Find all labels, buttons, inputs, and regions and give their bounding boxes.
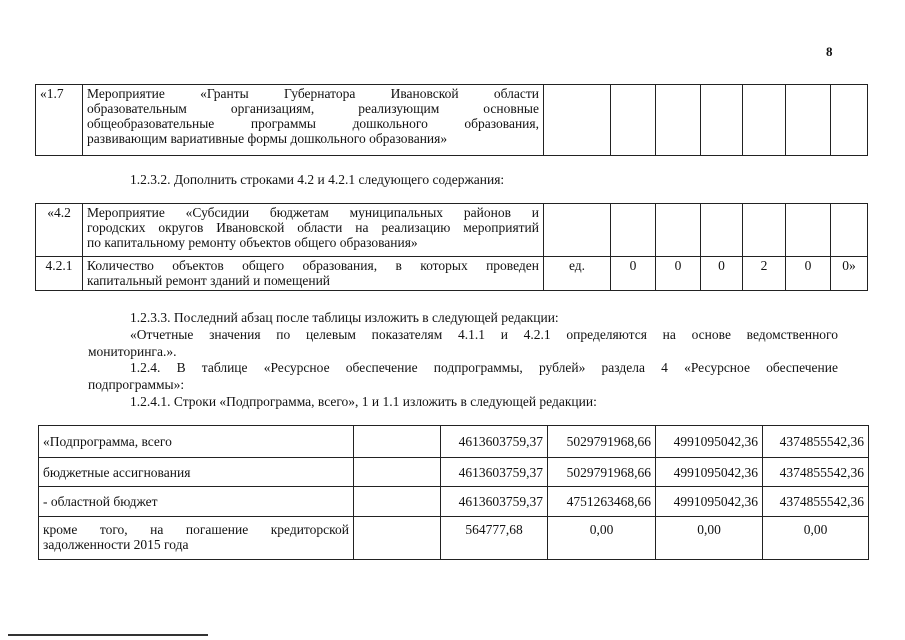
row-label: бюджетные ассигнования [39, 458, 354, 487]
paragraph: 1.2.4.1. Строки «Подпрограмма, всего», 1 и 1.1 изложить в следующей редакции: [130, 394, 597, 409]
table-resources [38, 425, 869, 560]
table-row [36, 204, 868, 257]
paragraph: 1.2.3.3. Последний абзац после таблицы изложить в следующей редакции: [130, 310, 559, 325]
line: общеобразовательные программы дошкольного образования, [87, 116, 539, 131]
line: Мероприятие «Субсидии бюджетам муниципальных районов и [87, 205, 539, 220]
row-number: «1.7 [36, 85, 83, 156]
cell [354, 458, 441, 487]
row-description [83, 85, 544, 156]
value-cell: 0,00 [656, 517, 763, 560]
value-cell: 4991095042,36 [656, 458, 763, 487]
cell [544, 85, 611, 156]
value-cell: 564777,68 [441, 517, 548, 560]
cell [354, 487, 441, 517]
value-cell: 2 [743, 257, 786, 291]
value-cell: 0 [611, 257, 656, 291]
value-cell: 5029791968,66 [548, 426, 656, 458]
line: развивающим вариативные формы дошкольного образования» [87, 131, 448, 146]
cell [701, 204, 743, 257]
line: кроме того, на погашение кредиторской [43, 522, 349, 537]
value-cell: 4374855542,36 [763, 458, 869, 487]
line: Мероприятие «Гранты Губернатора Ивановской области [87, 86, 539, 101]
table-measure-4-2 [35, 203, 868, 291]
cell [354, 517, 441, 560]
table-row [36, 257, 868, 291]
cell [831, 85, 868, 156]
value-cell: 5029791968,66 [548, 458, 656, 487]
table-row [39, 426, 869, 458]
value-cell: 4751263468,66 [548, 487, 656, 517]
value-cell: 4613603759,37 [441, 487, 548, 517]
row-description [83, 257, 544, 291]
cell [656, 85, 701, 156]
scan-edge-line [8, 634, 208, 636]
row-label [39, 517, 354, 560]
cell [831, 204, 868, 257]
value-cell: 4991095042,36 [656, 487, 763, 517]
row-label: «Подпрограмма, всего [39, 426, 354, 458]
paragraph: 1.2.4. В таблице «Ресурсное обеспечение подпрограммы, рублей» раздела 4 «Ресурсное обеспечение [130, 360, 838, 375]
value-cell: 4374855542,36 [763, 426, 869, 458]
paragraph: 1.2.3.2. Дополнить строками 4.2 и 4.2.1 следующего содержания: [130, 172, 505, 187]
page-number: 8 [826, 44, 833, 59]
cell [743, 85, 786, 156]
value-cell: 4991095042,36 [656, 426, 763, 458]
value-cell: 0 [701, 257, 743, 291]
unit-cell: ед. [544, 257, 611, 291]
cell [544, 204, 611, 257]
paragraph: мониторинга.». [88, 344, 177, 359]
cell [701, 85, 743, 156]
cell [611, 85, 656, 156]
value-cell: 4374855542,36 [763, 487, 869, 517]
line: городских округов Ивановской области на реализацию мероприятий [87, 220, 539, 235]
value-cell: 0,00 [763, 517, 869, 560]
line: по капитальному ремонту объектов общего образования» [87, 235, 418, 250]
cell [786, 85, 831, 156]
paragraph: «Отчетные значения по целевым показателям 4.1.1 и 4.2.1 определяются на основе ведомственного [130, 327, 838, 342]
table-row [39, 487, 869, 517]
row-number: «4.2 [36, 204, 83, 257]
value-cell: 0 [786, 257, 831, 291]
line: задолженности 2015 года [43, 537, 189, 552]
row-label: - областной бюджет [39, 487, 354, 517]
value-cell: 0» [831, 257, 868, 291]
cell [611, 204, 656, 257]
table-measure-1-7 [35, 84, 868, 156]
value-cell: 0 [656, 257, 701, 291]
table-row [36, 85, 868, 156]
cell [786, 204, 831, 257]
table-row [39, 517, 869, 560]
table-row [39, 458, 869, 487]
line: образовательным организациям, реализующим основные [87, 101, 539, 116]
value-cell: 0,00 [548, 517, 656, 560]
line: Количество объектов общего образования, в которых проведен [87, 258, 539, 273]
line: капитальный ремонт зданий и помещений [87, 273, 331, 288]
cell [656, 204, 701, 257]
value-cell: 4613603759,37 [441, 426, 548, 458]
row-description [83, 204, 544, 257]
cell [743, 204, 786, 257]
paragraph: подпрограммы»: [88, 377, 185, 392]
cell [354, 426, 441, 458]
value-cell: 4613603759,37 [441, 458, 548, 487]
row-number: 4.2.1 [36, 257, 83, 291]
